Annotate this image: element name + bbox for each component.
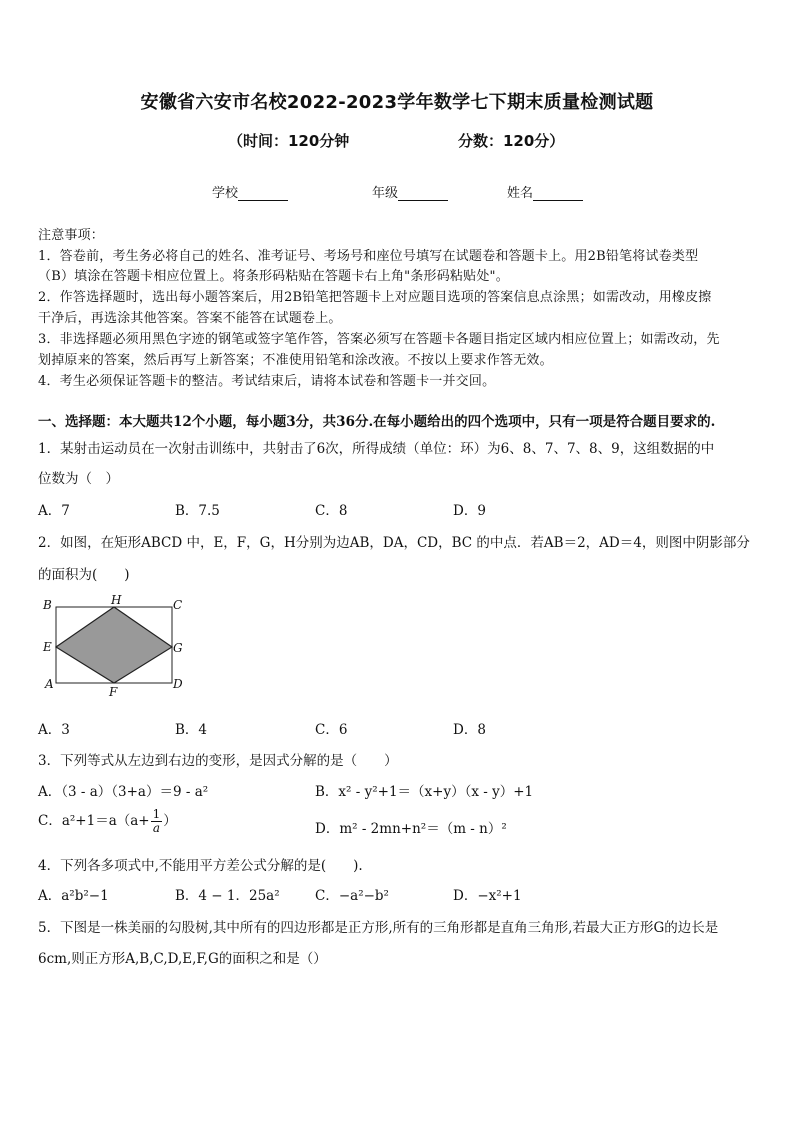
school-label: 学校 bbox=[212, 186, 239, 201]
grade-field[interactable] bbox=[372, 182, 448, 201]
page-title: 安徽省六安市名校2022-2023学年数学七下期末质量检测试题 bbox=[140, 92, 654, 113]
question-4-stem: 4．下列各多项式中,不能用平方差公式分解的是( ). bbox=[38, 858, 363, 874]
school-field[interactable] bbox=[212, 182, 288, 201]
shaded-rhombus bbox=[56, 607, 172, 683]
name-label: 姓名 bbox=[507, 186, 534, 201]
label-f: F bbox=[109, 685, 118, 699]
note-line: 4．考生必须保证答题卡的整洁。考试结束后，请将本试卷和答题卡一并交回。 bbox=[38, 374, 496, 389]
q2-option-c[interactable]: C．6 bbox=[315, 722, 348, 738]
name-field[interactable] bbox=[507, 182, 583, 201]
label-h: H bbox=[111, 594, 122, 607]
fraction: $\frac{1}{a}$ bbox=[152, 807, 161, 835]
q1-option-c[interactable]: C．8 bbox=[315, 503, 348, 519]
q2-option-a[interactable]: A．3 bbox=[38, 722, 70, 738]
note-line: （B）填涂在答题卡相应位置上。将条形码粘贴在答题卡右上角"条形码粘贴处"。 bbox=[38, 269, 509, 284]
question-1-stem-cont: 位数为（ ） bbox=[38, 471, 119, 487]
question-2-stem: 2．如图，在矩形ABCD 中，E，F，G，H分别为边AB，DA，CD，BC 的中点．若AB＝2，AD＝4，则图中阴影部分 bbox=[38, 535, 750, 551]
q4-option-b[interactable]: B．4 − 1．25a² bbox=[175, 888, 280, 904]
q1-option-d[interactable]: D．9 bbox=[453, 503, 486, 519]
note-line: 划掉原来的答案，然后再写上新答案；不准使用铅笔和涂改液。不按以上要求作答无效。 bbox=[38, 353, 553, 368]
question-5-stem-cont: 6cm,则正方形A,B,C,D,E,F,G的面积之和是（） bbox=[38, 951, 327, 967]
note-line: 1．答卷前，考生务必将自己的姓名、准考证号、考场号和座位号填写在试题卷和答题卡上。用2B铅笔将试卷类型 bbox=[38, 249, 699, 264]
section-heading: 一、选择题：本大题共12个小题，每小题3分，共36分.在每小题给出的四个选项中，只有一项是符合题目要求的. bbox=[38, 414, 716, 430]
grade-label: 年级 bbox=[372, 186, 399, 201]
note-line: 3．非选择题必须用黑色字迹的钢笔或签字笔作答，答案必须写在答题卡各题目指定区域内相应位置上；如需改动，先 bbox=[38, 332, 720, 347]
label-e: E bbox=[43, 640, 52, 654]
label-c: C bbox=[173, 598, 183, 612]
question-2-stem-cont: 的面积为( ) bbox=[38, 567, 130, 583]
label-a: A bbox=[45, 677, 54, 691]
q3-option-c[interactable]: C．a²+1＝a（a+ $\frac{1}{a}$ ） bbox=[38, 807, 177, 835]
score-info: 分数：120分） bbox=[458, 132, 565, 150]
q3-option-a[interactable]: A．（3 - a）（3+a）＝9 - a² bbox=[38, 784, 209, 800]
notes-heading: 注意事项： bbox=[38, 228, 105, 243]
rectangle-figure bbox=[38, 594, 188, 700]
question-3-stem: 3．下列等式从左边到右边的变形，是因式分解的是（ ） bbox=[38, 753, 398, 769]
q3-option-d[interactable]: D．m² - 2mn+n²＝（m - n）² bbox=[315, 821, 507, 837]
label-d: D bbox=[173, 677, 183, 691]
question-5-stem: 5．下图是一株美丽的勾股树,其中所有的四边形都是正方形,所有的三角形都是直角三角形,若最大正方形G的边长是 bbox=[38, 920, 719, 936]
q4-option-c[interactable]: C．−a²−b² bbox=[315, 888, 389, 904]
note-line: 2．作答选择题时，选出每小题答案后，用2B铅笔把答题卡上对应题目选项的答案信息点涂黑；如需改动，用橡皮擦 bbox=[38, 290, 712, 305]
q4-option-d[interactable]: D．−x²+1 bbox=[453, 888, 522, 904]
q1-option-a[interactable]: A．7 bbox=[38, 503, 70, 519]
label-b: B bbox=[43, 598, 52, 612]
q2-option-b[interactable]: B．4 bbox=[175, 722, 208, 738]
note-line: 干净后，再选涂其他答案。答案不能答在试题卷上。 bbox=[38, 311, 342, 326]
question-1-stem: 1．某射击运动员在一次射击训练中，共射击了6次，所得成绩（单位：环）为6、8、7、7、8、9，这组数据的中 bbox=[38, 441, 715, 457]
q4-option-a[interactable]: A．a²b²−1 bbox=[38, 888, 109, 904]
q2-option-d[interactable]: D．8 bbox=[453, 722, 486, 738]
time-info: （时间：120分钟 bbox=[228, 132, 350, 150]
q1-option-b[interactable]: B．7.5 bbox=[175, 503, 220, 519]
label-g: G bbox=[173, 641, 183, 655]
q3-option-b[interactable]: B．x² - y²+1＝（x+y）（x - y）+1 bbox=[315, 784, 534, 800]
